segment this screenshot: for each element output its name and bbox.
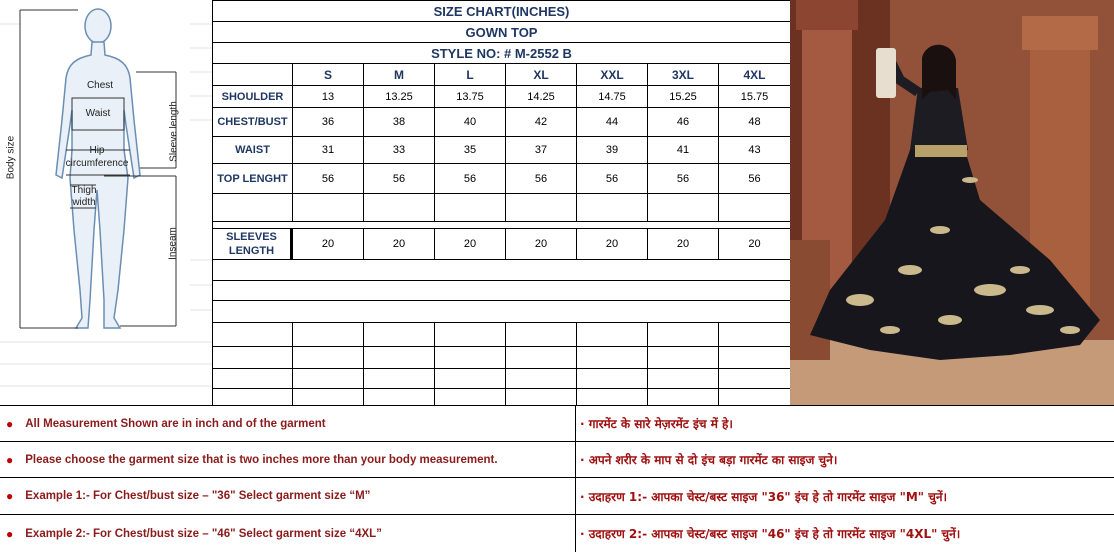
table-cell [505,347,576,368]
note-hindi: · अपने शरीर के माप से दो इंच बड़ा गारमेंट का साइज चुने। [580,453,838,467]
table-subtitle-row [213,22,790,43]
table-cell: 46 [647,108,718,136]
table-cell [213,369,292,388]
size-header: M [363,64,434,85]
bullet-icon: ● [6,526,14,541]
note-hindi: · गारमेंट के सारे मेज़रमेंट इंच में हे। [580,417,733,431]
hip-circumference-label: Hip circumference [65,145,129,169]
table-cell: 56 [292,164,363,193]
table-cell: 43 [718,137,790,163]
table-cell [647,323,718,346]
table-row-empty [213,389,790,405]
table-cell [718,389,790,405]
table-cell: 36 [292,108,363,136]
table-row-empty [213,194,790,222]
table-cell: 56 [718,164,790,193]
table-cell [292,347,363,368]
table-cell: 20 [505,229,576,259]
table-cell: 13 [292,86,363,107]
table-cell [213,347,292,368]
table-row-chest [213,108,790,137]
table-cell: 48 [718,108,790,136]
table-cell [363,194,434,221]
note-english [0,478,576,514]
table-blank-row [213,301,790,323]
table-cell [647,194,718,221]
table-title: SIZE CHART(INCHES) [433,3,570,19]
table-cell: 20 [292,229,363,259]
table-cell [363,389,434,405]
product-photo [790,0,1114,405]
table-cell: 56 [576,164,647,193]
size-chart-table [212,0,791,405]
note-english [0,515,576,552]
size-header: S [292,64,363,85]
size-header: XL [505,64,576,85]
sleeves-label-line2: LENGTH [228,245,275,257]
table-cell [576,347,647,368]
table-blank-row [213,281,790,301]
table-cell: 20 [576,229,647,259]
row-label: TOP LENGHT [217,172,288,185]
table-cell [505,369,576,388]
table-cell [576,194,647,221]
table-cell [576,323,647,346]
table-cell [292,369,363,388]
style-number-row [213,43,790,64]
bullet-icon: ● [6,416,14,431]
inseam-label: Inseam [167,227,179,260]
table-cell: 33 [363,137,434,163]
table-cell: 20 [434,229,505,259]
table-cell: 44 [576,108,647,136]
table-cell: 15.75 [718,86,790,107]
table-cell: 20 [363,229,434,259]
note-hindi: · उदाहरण 2:- आपका चेस्ट/बस्ट साइज "46" इंच हे तो गारमेंट साइज "4XL" चुनें। [580,527,961,541]
table-row-empty [213,369,790,389]
table-cell: 20 [718,229,790,259]
table-cell [647,389,718,405]
bullet-icon: ● [6,452,14,467]
row-label: WAIST [235,144,270,156]
table-cell [576,389,647,405]
table-cell [213,389,292,405]
table-cell: 41 [647,137,718,163]
table-cell [292,389,363,405]
style-number: STYLE NO: # M-2552 B [431,45,572,61]
sleeves-label-line1: SLEEVES [226,231,277,243]
table-cell [213,194,292,221]
table-cell: 56 [505,164,576,193]
table-cell [576,369,647,388]
table-row-empty [213,347,790,369]
size-header: L [434,64,505,85]
table-cell [292,323,363,346]
size-header: XXL [576,64,647,85]
waist-label: Waist [85,108,111,119]
table-cell: 20 [647,229,718,259]
note-text: Example 1:- For Chest/bust size – "36" Select garment size “M” [25,490,371,502]
table-cell [434,369,505,388]
note-row [0,515,1114,552]
table-cell [434,347,505,368]
table-row-top-length [213,164,790,194]
table-cell: 38 [363,108,434,136]
table-cell [505,323,576,346]
table-cell [434,194,505,221]
row-label [213,229,292,259]
size-header: 4XL [718,64,790,85]
table-cell: 31 [292,137,363,163]
table-cell: 42 [505,108,576,136]
table-cell: 35 [434,137,505,163]
size-header: 3XL [647,64,718,85]
measurement-notes [0,405,1114,552]
body-measurement-diagram [0,0,212,405]
table-cell: 14.25 [505,86,576,107]
table-cell [505,389,576,405]
size-header-row [213,64,790,86]
note-hindi: · उदाहरण 1:- आपका चेस्ट/बस्ट साइज "36" इंच हे तो गारमेंट साइज "M" चुनें। [580,489,948,504]
bullet-icon: ● [6,489,14,503]
table-cell [363,323,434,346]
thigh-width-label: Thigh width [71,185,97,208]
table-row-waist [213,137,790,164]
table-cell: 15.25 [647,86,718,107]
row-label: SHOULDER [221,90,284,103]
table-cell: 37 [505,137,576,163]
table-cell [292,194,363,221]
model-in-floral-gown-image [790,0,1114,405]
note-text: Please choose the garment size that is two inches more than your body measurement. [25,453,498,466]
table-cell [213,323,292,346]
table-cell: 39 [576,137,647,163]
row-label: CHEST/BUST [217,116,288,128]
table-cell [363,347,434,368]
table-cell [718,194,790,221]
table-cell [647,369,718,388]
header-empty-cell [213,64,292,85]
table-cell [718,369,790,388]
table-row-shoulder [213,86,790,108]
body-size-label: Body size [5,135,17,180]
table-cell [434,389,505,405]
table-cell: 56 [647,164,718,193]
chest-label: Chest [86,80,114,91]
table-cell: 40 [434,108,505,136]
table-cell: 13.25 [363,86,434,107]
table-row-sleeves [213,228,790,260]
body-silhouette-illustration [0,0,212,405]
table-cell [505,194,576,221]
note-row [0,442,1114,478]
table-cell: 14.75 [576,86,647,107]
table-cell: 13.75 [434,86,505,107]
table-blank-row [213,260,790,281]
table-title-row [213,0,790,22]
table-cell [718,347,790,368]
table-cell: 56 [434,164,505,193]
note-text: All Measurement Shown are in inch and of the garment [25,417,326,430]
table-cell [363,369,434,388]
table-cell: 56 [363,164,434,193]
table-cell [434,323,505,346]
table-subtitle: GOWN TOP [465,24,538,40]
note-english [0,406,576,441]
table-cell [647,347,718,368]
table-row-empty [213,323,790,347]
table-cell [718,323,790,346]
note-row [0,478,1114,515]
sleeve-length-label: Sleeve length [168,101,180,162]
note-text: Example 2:- For Chest/bust size – "46" Select garment size “4XL” [25,527,382,540]
note-english [0,442,576,477]
note-row [0,406,1114,442]
